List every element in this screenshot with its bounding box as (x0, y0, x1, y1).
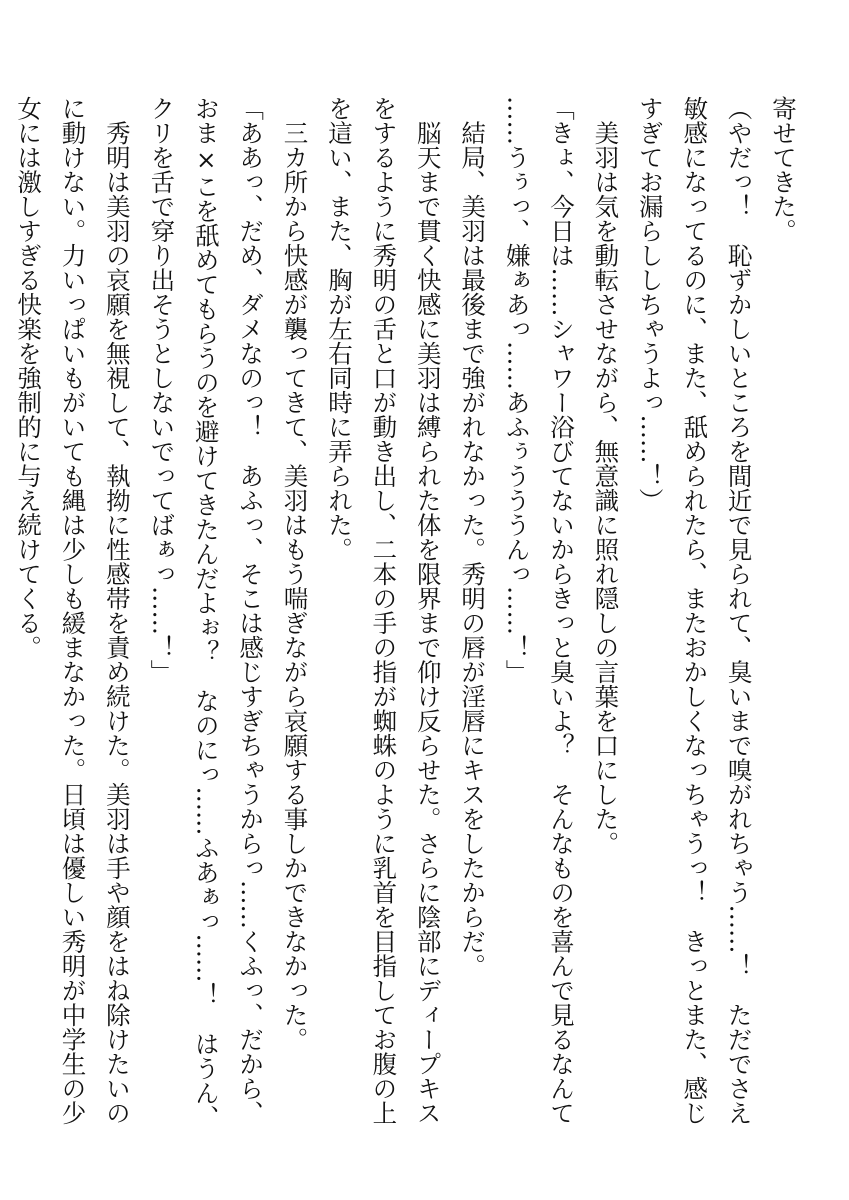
paragraph-5: 結局、美羽は最後まで強がれなかった。秀明の唇が淫唇にキスをしたからだ。 (458, 96, 488, 978)
paragraph-2: （やだっ！ 恥ずかしいところを間近で見られて、臭いまで嗅がれちゃう……！ ただでさえ敏感になってるのに、また、舐められたら、またおかしくなっちゃうっ！ きっとまた、感じすぎてお漏らししちゃうよっ……！） (635, 96, 754, 1125)
vertical-text-body (6, 96, 805, 1136)
paragraph-4: 「きょ、今日は……シャワー浴びてないからきっと臭いよ？ そんなものを喜んで見るなんて……うぅっ、嫌ぁあっ……あふぅうううんっ……！」 (502, 96, 576, 1125)
paragraph-7: 三カ所から快感が襲ってきて、美羽はもう喘ぎながら哀願する事しかできなかった。 (280, 96, 310, 1052)
paragraph-6: 脳天まで貫く快感に美羽は縛られた体を限界まで仰け反らせた。さらに陰部にディープキスをするように秀明の舌と口が動き出し、二本の手の指が蜘蛛のように乳首を目指してお腹の上を這い、また、胸が左右同時に弄られた。 (324, 96, 443, 1125)
paragraph-8: 「ああっ、だめ、ダメなのっ！ あふっ、そこは感じすぎちゃうからっ……くふっ、だから、おま×こを舐めてもらうのを避けてきたんだよぉ？ なのにっ……ふあぁっ……！ はうん、クリを舌で穿り出そうとしないでってばぁっ……！」 (147, 96, 266, 1130)
paragraph-1: 寄せてきた。 (769, 96, 798, 243)
paragraph-9: 秀明は美羽の哀願を無視して、執拗に性感帯を責め続けた。美羽は手や顔をはね除けたいのに動けない。力いっぱいもがいても縄は少しも緩まなかった。日頃は優しい秀明が中学生の少女には激しすぎる快楽を強制的に与え続けてくる。 (14, 96, 132, 1125)
paragraph-3: 美羽は気を動転させながら、無意識に照れ隠しの言葉を口にした。 (591, 96, 621, 856)
